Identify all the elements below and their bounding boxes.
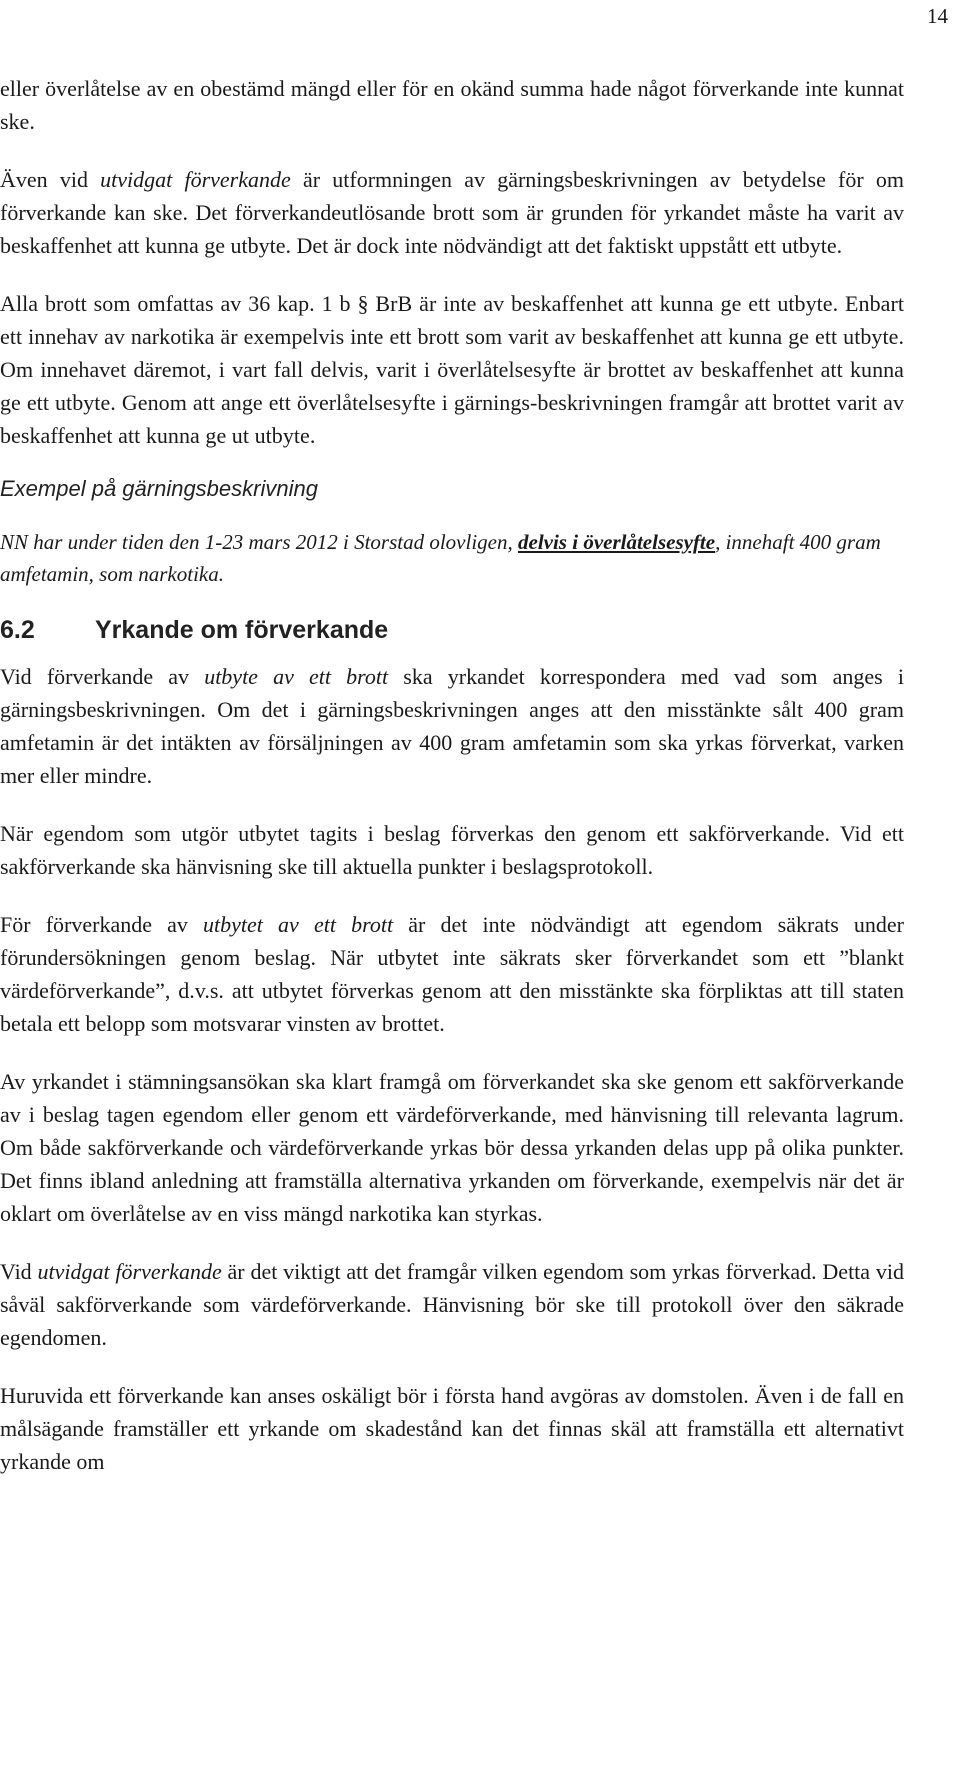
text-run: NN har under tiden den 1-23 mars 2012 i Storstad olovligen, bbox=[0, 530, 518, 554]
paragraph-vardeforverkande bbox=[0, 908, 904, 1040]
text-run: är utformningen av gärningsbeskrivningen av betydelse för om förverkande kan ske. Det förverkandeutlösande brott som är grunden för yrkandet måste ha varit av beskaffenhet att kunna ge utbyte. Det är dock inte nödvändigt att det faktiskt uppstått ett utbyte. bbox=[0, 167, 905, 258]
page-number: 14 bbox=[927, 4, 948, 28]
paragraph-utvidgat-yrkande bbox=[0, 1255, 904, 1354]
paragraph-intro: eller överlåtelse av en obestämd mängd eller för en okänd summa hade något förverkande inte kunnat ske. bbox=[0, 76, 904, 134]
paragraph-stamningsansokan: Av yrkandet i stämningsansökan ska klart framgå om förverkandet ska ske genom ett sakförverkande av i beslag tagen egendom eller genom ett värdeförverkande, med hänvisning till relevanta lagrum. Om både sakförverkande och värdeförverkande yrkas bör dessa yrkanden delas upp på olika punkter. Det finns ibland anledning att framställa alternativa yrkanden om förverkande, exempelvis när det är oklart om överlåtelse av en viss mängd narkotika kan styrkas. bbox=[0, 1069, 904, 1226]
emphasis: utvidgat förverkande bbox=[37, 1259, 222, 1284]
emphasis: utvidgat förverkande bbox=[100, 167, 291, 192]
text-run: Vid bbox=[0, 1259, 38, 1284]
document-body bbox=[0, 72, 904, 1478]
text-run: är det inte nödvändigt att egendom säkrats under förundersökningen genom beslag. När utbytet inte säkrats sker förverkandet som ett ”blankt värdeförverkande”, d.v.s. att utbytet förverkas genom att den misstänkte ska förpliktas att till staten betala ett belopp som motsvarar vinsten av brottet. bbox=[0, 912, 904, 1036]
section-title: Yrkande om förverkande bbox=[95, 616, 389, 644]
strong-emphasis: delvis i överlåtelsesyfte bbox=[518, 530, 716, 554]
text-run: , innehaft 400 gram amfetamin, som narkotika. bbox=[0, 530, 881, 586]
text-run: är det viktigt att det framgår vilken egendom som yrkas förverkad. Detta vid såväl sakförverkande som värdeförverkande. Hänvisning bör ske till protokoll över den säkrade egendomen. bbox=[0, 1259, 904, 1350]
text-run: ska yrkandet korrespondera med vad som anges i gärningsbeskrivningen. Om det i gärningsbeskrivningen anges att den misstänkte sålt 400 gram amfetamin är det intäkten av försäljningen av 400 gram amfetamin som ska yrkas förverkat, varken mer eller mindre. bbox=[0, 664, 904, 788]
paragraph-oskaligt: Huruvida ett förverkande kan anses oskäligt bör i första hand avgöras av domstolen. Även i de fall en målsägande framställer ett yrkande om skadestånd kan det finnas skäl att framställa ett alternativt yrkande om bbox=[0, 1383, 904, 1474]
text-run: Vid förverkande av bbox=[0, 664, 205, 689]
example-heading: Exempel på gärningsbeskrivning bbox=[0, 476, 318, 501]
emphasis: utbyte av ett brott bbox=[204, 664, 389, 689]
text-run: För förverkande av bbox=[0, 912, 204, 937]
paragraph-utvidgat bbox=[0, 163, 904, 262]
section-heading bbox=[0, 614, 904, 646]
paragraph-beslag: När egendom som utgör utbytet tagits i beslag förverkas den genom ett sakförverkande. Vid ett sakförverkande ska hänvisning ske till aktuella punkter i beslagsprotokoll. bbox=[0, 821, 904, 879]
text-run: Även vid bbox=[0, 167, 101, 192]
example-text bbox=[0, 526, 904, 590]
paragraph-brott: Alla brott som omfattas av 36 kap. 1 b § BrB är inte av beskaffenhet att kunna ge ett utbyte. Enbart ett innehav av narkotika är exempelvis inte ett brott som varit av beskaffenhet att kunna ge ett utbyte. Om innehavet däremot, i vart fall delvis, varit i överlåtelsesyfte är brottet av beskaffenhet att kunna ge ett utbyte. Genom att ange ett överlåtelsesyfte i gärnings-beskrivningen framgår att brottet varit av beskaffenhet att kunna ge ut utbyte. bbox=[0, 291, 904, 448]
section-number: 6.2 bbox=[0, 616, 35, 644]
paragraph-utbyte bbox=[0, 660, 904, 792]
emphasis: utbytet av ett brott bbox=[203, 912, 394, 937]
